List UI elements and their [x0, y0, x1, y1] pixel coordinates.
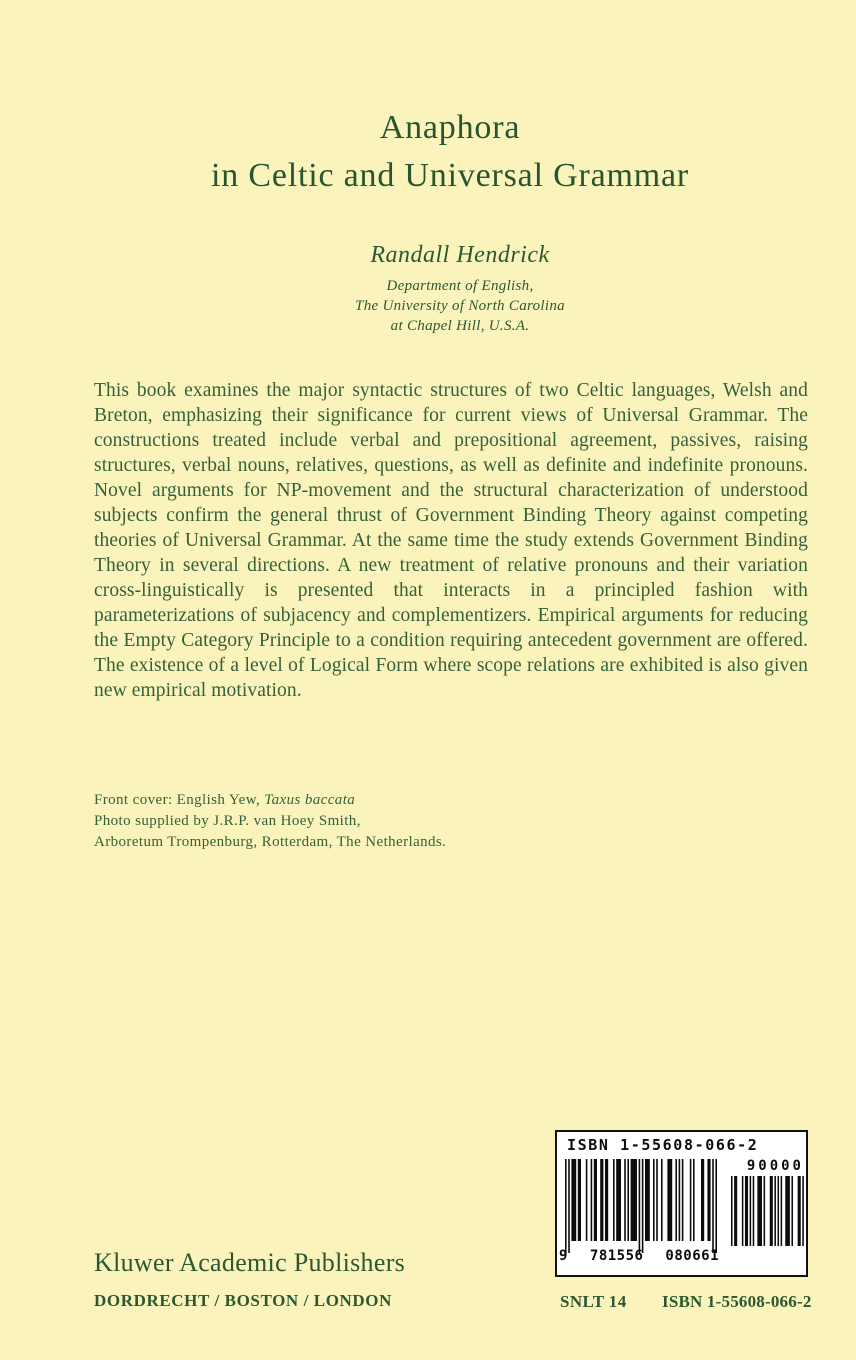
affiliation-line: Department of English,: [386, 278, 534, 294]
barcode-panel: [555, 1130, 808, 1277]
barcode-digit-group-left: 781556: [589, 1248, 644, 1264]
series-code: SNLT 14: [560, 1292, 627, 1311]
cover-credit: [94, 790, 594, 853]
author-block: [104, 240, 816, 336]
barcode-digit-group-right: 080661: [665, 1248, 719, 1264]
supplement-code-label: 90000: [746, 1158, 804, 1174]
credit-line-photo: Photo supplied by J.R.P. van Hoey Smith,: [94, 813, 361, 829]
barcode-digits: [559, 1248, 719, 1264]
title-line-1: Anaphora: [379, 109, 521, 146]
credit-line-front-cover: [94, 790, 594, 811]
title-line-2: in Celtic and Universal Grammar: [211, 157, 689, 194]
author-name: Randall Hendrick: [370, 242, 550, 268]
ean5-supplement-barcode: [731, 1176, 804, 1246]
book-blurb: This book examines the major syntactic structures of two Celtic languages, Welsh and Breton, emphasizing their significance for current views of Universal Grammar. The constructions treated include verbal and prepositional agreement, passives, raising structures, verbal nouns, relatives, questions, as well as definite and indefinite pronouns. Novel arguments for NP-movement and the structural characterization of understood subjects confirm the general thrust of Government Binding Theory against competing theories of Universal Grammar. At the same time the study extends Government Binding Theory in several directions. A new treatment of relative pronouns and their variation cross-linguistically is presented that interacts in a principled fashion with parameterizations of subjacency and complementizers. Empirical arguments for reducing the Empty Category Principle to a condition requiring antecedent government are offered. The existence of a level of Logical Form where scope relations are exhibited is also given new empirical motivation.: [94, 380, 808, 701]
publisher-name: Kluwer Academic Publishers: [94, 1248, 406, 1277]
credit-line-arboretum: Arboretum Trompenburg, Rotterdam, The Netherlands.: [94, 834, 447, 850]
affiliation-line: at Chapel Hill, U.S.A.: [390, 318, 530, 334]
barcode-lead-digit: 9: [559, 1248, 568, 1264]
credit-prefix: Front cover: English Yew,: [94, 792, 265, 808]
barcode-isbn-label: ISBN 1-55608-066-2: [567, 1136, 759, 1154]
credit-species-name: Taxus baccata: [264, 792, 356, 808]
book-title: [94, 104, 806, 200]
isbn-number: ISBN 1-55608-066-2: [662, 1292, 812, 1311]
ean13-barcode: [565, 1159, 717, 1253]
affiliation-line: The University of North Carolina: [355, 298, 565, 314]
publisher-cities: DORDRECHT / BOSTON / LONDON: [94, 1291, 393, 1310]
